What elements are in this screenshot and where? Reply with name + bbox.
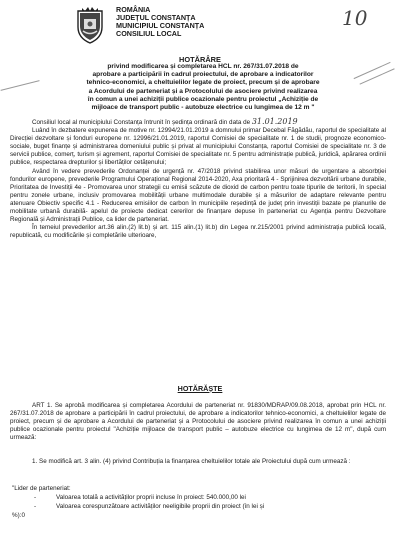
subtitle-line: în comun a unei achiziții publice ocazionale pentru proiectul „Achiziție de (87, 95, 319, 103)
county-name: JUDEȚUL CONSTANȚA (116, 13, 196, 22)
considering-paragraph: Luând în dezbatere expunerea de motive nr. 12994/21.01.2019 a domnului primar Decebal Făgădău, raportul de specialitate al Direcției dezvoltare și fonduri europene nr. 12996/21.01.2019, raportul Comisiei de specialitate nr. 1 de studii, prognoze economico-sociale, buget finanțe și administrarea domeniului public și privat al municipiului Constanța, raportul Comisiei de specialitate nr. 3 de servicii publice, comerț, turism și agrement, raportul Comisiei de specialitate nr. 5 pentru administrație publică, juridică, apărarea ordinii publice, respectarea drepturilor și libertăților cetățenului; (10, 127, 386, 167)
article-1-text: ART 1. Se aprobă modificarea și completarea Acordului de parteneriat nr. 91830/MDRAP/09.08.2018, aprobat prin HCL nr. 267/31.07.2018 de aprobare a participării în cadrul proiectului, de aprobare a indicatorilor tehnico-economici, a cheltuielilor legate de proiect, precum și de aprobare a Acordului de parteneriat și a Protocolului de asociere privind realizarea în comun a unei achiziții publice ocazionale pentru proiectul "Achiziție mijloace de transport public – autobuze electrice cu lungimea de 12 m", după cum urmează: (10, 402, 386, 442)
partner-values-list (12, 484, 382, 520)
municipality-name: MUNICIPIUL CONSTANȚA (116, 21, 205, 30)
subtitle-line: privind modificarea și completarea HCL nr. 267/31.07.2018 de (107, 63, 299, 70)
country-name: ROMÂNIA (116, 5, 151, 14)
item-1 (10, 458, 386, 466)
quote-start: "Lider de parteneriat: (12, 485, 71, 492)
constanta-coat-of-arms-icon (70, 5, 110, 45)
subtitle-line: tehnico-economici, a cheltuielilor legate de proiect, precum și de aprobare (86, 79, 320, 87)
document-title: HOTĂRÂRE (179, 55, 221, 64)
preamble (10, 118, 386, 240)
law-basis-paragraph: În temeiul prevederilor art.36 alin.(2) lit.b) și art. 115 alin.(1) lit.b) din Legea nr.215/2001 privind administrația publică locală, republicată, cu modificările și completările ulterioare, (10, 224, 386, 240)
meeting-date-handwritten: 31.01.2019 (251, 117, 298, 126)
intro-de: de (243, 119, 251, 126)
decision-heading: HOTĂRĂȘTE (177, 384, 223, 393)
intro-paragraph (10, 118, 386, 127)
subtitle-line: a Acordului de parteneriat și a Protocolului de asociere privind realizarea (88, 87, 318, 95)
council-name: CONSILIUL LOCAL (116, 29, 182, 38)
institution-header (116, 6, 204, 38)
page-number-handwritten: 10 (342, 6, 368, 30)
legal-basis-paragraph: Având în vedere prevederile Ordonanței de urgență nr. 47/2018 privind stabilirea unor măsuri de urgentare a absorbției fondurilor europene, prevederile Programului Operațional Regional 2014-2020, Axa prioritară 4 - Sprijinirea dezvoltării urbane durabile, Prioritatea de Investiții 4e - Promovarea unor strategii cu emisii scăzute de dioxid de carbon pentru toate tipurile de teritorii, în special pentru zonele urbane, inclusiv promovarea mobilității urbane multimodale durabile și a măsurilor de adaptare relevante pentru atenuare Obiectiv specific 4.1 - Reducerea emisiilor de carbon în municipiile reședință de județ prin investiții bazate pe planurile de mobilitate urbană durabilă- apelul de proiecte dedicat cererilor de finanțare depuse în parteneriat cu Agenția pentru Dezvoltare Regională și Administrații Publice, ca lider de parteneriat. (10, 167, 386, 224)
bullet-dash: - (34, 503, 37, 510)
document-subtitle (28, 63, 378, 112)
subtitle-line: mijloace de transport public - autobuze electrice cu lungimea de 12 m " (91, 104, 315, 112)
total-value-text: Valoarea totală a activităților proprii incluse în proiect: 540.000,00 lei (56, 494, 246, 501)
value-row (12, 493, 382, 502)
intro-text: Consiliul local al municipiului Constanța întrunit în ședința ordinară din data (32, 119, 242, 126)
ineligible-value-cont: %):0 (12, 512, 25, 519)
item-1-text: 1. Se modifică art. 3 alin. (4) privind Contribuția la finanțarea cheltuielilor totale ale Proiectului după cum urmează : (32, 458, 351, 465)
bullet-dash: - (34, 494, 37, 501)
value-row (12, 502, 382, 511)
ineligible-value-text: Valoarea corespunzătoare activităților neeligibile proprii din proiect (în lei și (56, 503, 265, 510)
article-1 (10, 402, 386, 442)
subtitle-line: aprobare a participării în cadrul proiectului, de aprobare a indicatorilor (92, 71, 314, 79)
